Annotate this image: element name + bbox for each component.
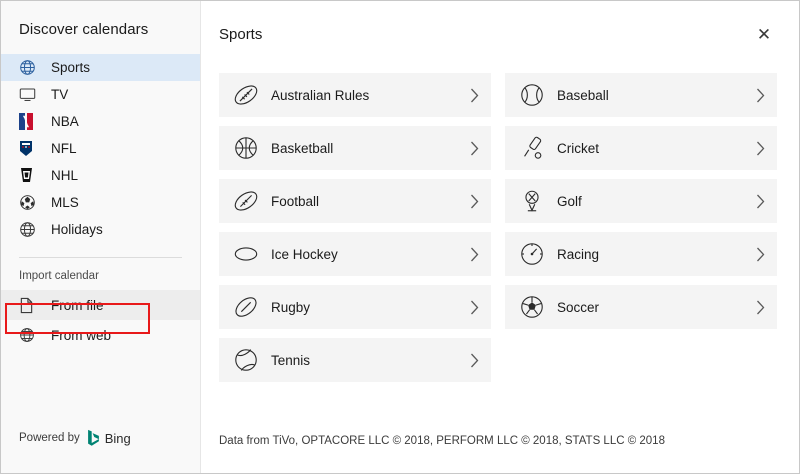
main-panel	[201, 1, 799, 473]
nfl-logo-icon	[19, 140, 41, 158]
sidebar-item-holidays[interactable]	[1, 216, 200, 243]
nhl-logo-icon	[19, 167, 41, 185]
rugby-ball-icon	[229, 290, 263, 324]
sports-grid	[219, 73, 777, 382]
sport-card-label: Australian Rules	[271, 87, 370, 103]
import-item-label: From file	[51, 297, 104, 313]
soccer-ball-icon	[515, 290, 549, 324]
sidebar-item-nba[interactable]	[1, 108, 200, 135]
chevron-right-icon	[756, 194, 765, 209]
powered-by-bing	[1, 429, 200, 473]
globe-icon	[19, 326, 41, 344]
sport-card-label: Ice Hockey	[271, 246, 338, 262]
mls-logo-icon	[19, 194, 41, 212]
sport-card-label: Racing	[557, 246, 600, 262]
sport-card-basketball[interactable]	[219, 126, 491, 170]
sidebar-item-label: NBA	[51, 113, 79, 129]
sidebar-nav-list	[1, 54, 200, 243]
sport-card-label: Tennis	[271, 352, 311, 368]
sport-card-australian-rules[interactable]	[219, 73, 491, 117]
sport-card-label: Football	[271, 193, 320, 209]
sport-card-golf[interactable]	[505, 179, 777, 223]
sidebar-item-label: TV	[51, 86, 69, 102]
tennis-ball-icon	[229, 343, 263, 377]
import-from-web-item[interactable]	[1, 320, 200, 350]
sport-card-football[interactable]	[219, 179, 491, 223]
page-title: Sports	[219, 25, 263, 43]
sport-card-soccer[interactable]	[505, 285, 777, 329]
sidebar-item-tv[interactable]	[1, 81, 200, 108]
sidebar-title: Discover calendars	[19, 21, 149, 38]
hockey-puck-icon	[229, 237, 263, 271]
chevron-right-icon	[756, 247, 765, 262]
sidebar-item-label: NHL	[51, 167, 79, 183]
chevron-right-icon	[756, 141, 765, 156]
chevron-right-icon	[470, 247, 479, 262]
nba-logo-icon	[19, 113, 41, 131]
sport-card-rugby[interactable]	[219, 285, 491, 329]
chevron-right-icon	[470, 88, 479, 103]
sport-card-tennis[interactable]	[219, 338, 491, 382]
sport-card-label: Golf	[557, 193, 582, 209]
import-from-file-item[interactable]	[1, 290, 200, 320]
sidebar-item-label: NFL	[51, 140, 77, 156]
bing-logo-icon	[87, 429, 100, 447]
sport-card-ice-hockey[interactable]	[219, 232, 491, 276]
chevron-right-icon	[470, 300, 479, 315]
chevron-right-icon	[470, 141, 479, 156]
sport-card-label: Cricket	[557, 140, 600, 156]
baseball-icon	[515, 78, 549, 112]
import-item-label: From web	[51, 327, 112, 343]
sidebar-item-nfl[interactable]	[1, 135, 200, 162]
sport-card-cricket[interactable]	[505, 126, 777, 170]
sport-card-label: Soccer	[557, 299, 600, 315]
powered-by-label: Powered by	[19, 432, 80, 444]
basketball-icon	[229, 131, 263, 165]
cricket-bat-icon	[515, 131, 549, 165]
football-ball-icon	[229, 184, 263, 218]
sidebar-item-nhl[interactable]	[1, 162, 200, 189]
sidebar-item-label: MLS	[51, 194, 79, 210]
globe-icon	[19, 59, 41, 77]
close-icon[interactable]: ✕	[756, 24, 772, 44]
monitor-icon	[19, 86, 41, 104]
sport-card-baseball[interactable]	[505, 73, 777, 117]
golf-tee-icon	[515, 184, 549, 218]
chevron-right-icon	[470, 353, 479, 368]
globe-icon	[19, 221, 41, 239]
import-calendar-header: Import calendar	[19, 270, 99, 282]
chevron-right-icon	[470, 194, 479, 209]
sport-card-label: Rugby	[271, 299, 311, 315]
sport-card-label: Baseball	[557, 87, 609, 103]
sidebar-item-label: Sports	[51, 59, 91, 75]
data-attribution-text: Data from TiVo, OPTACORE LLC © 2018, PERFORM LLC © 2018, STATS LLC © 2018	[219, 435, 665, 447]
chevron-right-icon	[756, 88, 765, 103]
sport-card-label: Basketball	[271, 140, 334, 156]
sidebar-item-label: Holidays	[51, 221, 103, 237]
sidebar-item-sports[interactable]	[1, 54, 200, 81]
bing-wordmark: Bing	[104, 430, 131, 446]
main-header	[201, 1, 799, 47]
speedometer-icon	[515, 237, 549, 271]
chevron-right-icon	[756, 300, 765, 315]
sidebar	[1, 1, 201, 473]
sidebar-item-mls[interactable]	[1, 189, 200, 216]
file-icon	[19, 296, 41, 314]
sport-card-racing[interactable]	[505, 232, 777, 276]
football-ball-icon	[229, 78, 263, 112]
